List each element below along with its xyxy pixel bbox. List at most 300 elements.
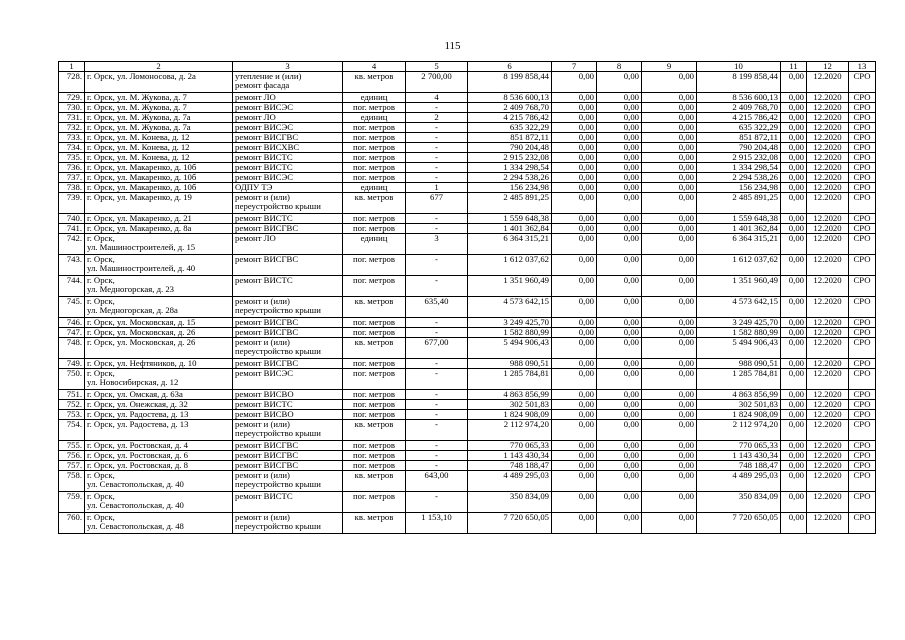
other-funds-cell: 0,00 bbox=[781, 163, 807, 173]
quantity-cell: - bbox=[406, 214, 468, 224]
address-cell-line: г. Орск, ул. Ломоносова, д. 2а bbox=[87, 71, 196, 81]
total-cost-cell: 8 199 858,44 bbox=[468, 72, 552, 93]
unit-cell: пог. метров bbox=[343, 328, 406, 338]
work-type-cell-line: ремонт ВИСГВС bbox=[235, 132, 299, 142]
other-funds-cell: 0,00 bbox=[781, 359, 807, 369]
work-type-cell bbox=[233, 123, 343, 133]
local-budget-cell: 0,00 bbox=[642, 93, 697, 103]
local-budget-cell: 0,00 bbox=[642, 234, 697, 255]
budget-cell: 0,00 bbox=[597, 410, 642, 420]
fund-cell: 0,00 bbox=[552, 255, 597, 276]
local-budget-cell: 0,00 bbox=[642, 214, 697, 224]
method-cell: СРО bbox=[849, 328, 876, 338]
address-cell bbox=[85, 328, 233, 338]
other-funds-cell: 0,00 bbox=[781, 318, 807, 328]
col-header: 3 bbox=[233, 62, 343, 72]
total-cost-cell: 8 536 600,13 bbox=[468, 93, 552, 103]
work-type-cell-line: переустройство крыши bbox=[235, 521, 321, 531]
work-type-cell-line: ремонт ВИСВО bbox=[235, 409, 294, 419]
address-cell-line: г. Орск, bbox=[87, 470, 115, 480]
owner-funds-cell: 2 409 768,70 bbox=[697, 103, 781, 113]
address-cell bbox=[85, 513, 233, 534]
method-cell: СРО bbox=[849, 133, 876, 143]
method-cell: СРО bbox=[849, 123, 876, 133]
address-cell-line: ул. Севастопольская, д. 40 bbox=[87, 500, 184, 510]
deadline-cell: 12.2020 bbox=[807, 113, 849, 123]
method-cell: СРО bbox=[849, 451, 876, 461]
budget-cell: 0,00 bbox=[597, 153, 642, 163]
method-cell: СРО bbox=[849, 276, 876, 297]
owner-funds-cell: 635 322,29 bbox=[697, 123, 781, 133]
address-cell-line: г. Орск, ул. Московская, д. 26 bbox=[87, 327, 196, 337]
work-type-cell bbox=[233, 369, 343, 390]
table-row bbox=[59, 390, 876, 400]
local-budget-cell: 0,00 bbox=[642, 193, 697, 214]
local-budget-cell: 0,00 bbox=[642, 359, 697, 369]
address-cell-line: ул. Севастопольская, д. 48 bbox=[87, 521, 184, 531]
local-budget-cell: 0,00 bbox=[642, 113, 697, 123]
address-cell-line: ул. Медногорская, д. 23 bbox=[87, 284, 175, 294]
unit-cell: пог. метров bbox=[343, 410, 406, 420]
work-type-cell-line: ремонт ВИСТС bbox=[235, 399, 293, 409]
row-number: 737. bbox=[59, 173, 85, 183]
fund-cell: 0,00 bbox=[552, 113, 597, 123]
quantity-cell: - bbox=[406, 255, 468, 276]
address-cell bbox=[85, 183, 233, 193]
address-cell bbox=[85, 420, 233, 441]
budget-cell: 0,00 bbox=[597, 123, 642, 133]
local-budget-cell: 0,00 bbox=[642, 255, 697, 276]
table-row bbox=[59, 451, 876, 461]
row-number: 739. bbox=[59, 193, 85, 214]
owner-funds-cell: 1 612 037,62 bbox=[697, 255, 781, 276]
address-cell-line: г. Орск, ул. Ростовская, д. 8 bbox=[87, 460, 188, 470]
budget-cell: 0,00 bbox=[597, 492, 642, 513]
unit-cell: единиц bbox=[343, 234, 406, 255]
table-row bbox=[59, 224, 876, 234]
owner-funds-cell: 4 863 856,99 bbox=[697, 390, 781, 400]
address-cell bbox=[85, 492, 233, 513]
work-type-cell-line: ремонт ЛО bbox=[235, 92, 276, 102]
fund-cell: 0,00 bbox=[552, 390, 597, 400]
address-cell bbox=[85, 451, 233, 461]
method-cell: СРО bbox=[849, 471, 876, 492]
address-cell-line: г. Орск, ул. Ростовская, д. 6 bbox=[87, 450, 188, 460]
address-cell bbox=[85, 318, 233, 328]
fund-cell: 0,00 bbox=[552, 318, 597, 328]
address-cell-line: г. Орск, ул. М. Жукова, д. 7 bbox=[87, 102, 187, 112]
budget-cell: 0,00 bbox=[597, 173, 642, 183]
register-table bbox=[58, 61, 876, 534]
row-number: 755. bbox=[59, 441, 85, 451]
total-cost-cell: 2 485 891,25 bbox=[468, 193, 552, 214]
deadline-cell: 12.2020 bbox=[807, 400, 849, 410]
work-type-cell-line: ремонт ВИСТС bbox=[235, 152, 293, 162]
address-cell bbox=[85, 123, 233, 133]
method-cell: СРО bbox=[849, 461, 876, 471]
work-type-cell bbox=[233, 420, 343, 441]
budget-cell: 0,00 bbox=[597, 328, 642, 338]
row-number: 757. bbox=[59, 461, 85, 471]
table-row bbox=[59, 173, 876, 183]
address-cell-line: г. Орск, bbox=[87, 512, 115, 522]
total-cost-cell: 4 573 642,15 bbox=[468, 297, 552, 318]
total-cost-cell: 350 834,09 bbox=[468, 492, 552, 513]
work-type-cell bbox=[233, 103, 343, 113]
local-budget-cell: 0,00 bbox=[642, 318, 697, 328]
table-row bbox=[59, 123, 876, 133]
row-number: 754. bbox=[59, 420, 85, 441]
table-row bbox=[59, 276, 876, 297]
work-type-cell-line: ремонт ЛО bbox=[235, 233, 276, 243]
address-cell-line: г. Орск, ул. М. Жукова, д. 7а bbox=[87, 122, 191, 132]
fund-cell: 0,00 bbox=[552, 173, 597, 183]
address-cell-line: ул. Машиностроителей, д. 40 bbox=[87, 263, 196, 273]
fund-cell: 0,00 bbox=[552, 183, 597, 193]
address-cell-line: г. Орск, bbox=[87, 296, 115, 306]
row-number: 759. bbox=[59, 492, 85, 513]
deadline-cell: 12.2020 bbox=[807, 72, 849, 93]
deadline-cell: 12.2020 bbox=[807, 318, 849, 328]
other-funds-cell: 0,00 bbox=[781, 113, 807, 123]
deadline-cell: 12.2020 bbox=[807, 93, 849, 103]
table-row bbox=[59, 420, 876, 441]
address-cell bbox=[85, 441, 233, 451]
fund-cell: 0,00 bbox=[552, 410, 597, 420]
budget-cell: 0,00 bbox=[597, 318, 642, 328]
total-cost-cell: 748 188,47 bbox=[468, 461, 552, 471]
total-cost-cell: 770 065,33 bbox=[468, 441, 552, 451]
col-header: 6 bbox=[468, 62, 552, 72]
budget-cell: 0,00 bbox=[597, 133, 642, 143]
method-cell: СРО bbox=[849, 224, 876, 234]
budget-cell: 0,00 bbox=[597, 72, 642, 93]
row-number: 734. bbox=[59, 143, 85, 153]
owner-funds-cell: 156 234,98 bbox=[697, 183, 781, 193]
work-type-cell bbox=[233, 133, 343, 143]
unit-cell: пог. метров bbox=[343, 133, 406, 143]
owner-funds-cell: 5 494 906,43 bbox=[697, 338, 781, 359]
other-funds-cell: 0,00 bbox=[781, 328, 807, 338]
local-budget-cell: 0,00 bbox=[642, 410, 697, 420]
fund-cell: 0,00 bbox=[552, 72, 597, 93]
method-cell: СРО bbox=[849, 359, 876, 369]
fund-cell: 0,00 bbox=[552, 153, 597, 163]
other-funds-cell: 0,00 bbox=[781, 471, 807, 492]
unit-cell: кв. метров bbox=[343, 471, 406, 492]
fund-cell: 0,00 bbox=[552, 400, 597, 410]
owner-funds-cell: 790 204,48 bbox=[697, 143, 781, 153]
work-type-cell bbox=[233, 359, 343, 369]
deadline-cell: 12.2020 bbox=[807, 328, 849, 338]
address-cell bbox=[85, 113, 233, 123]
method-cell: СРО bbox=[849, 297, 876, 318]
work-type-cell-line: ремонт ВИСГВС bbox=[235, 317, 299, 327]
total-cost-cell: 302 501,83 bbox=[468, 400, 552, 410]
budget-cell: 0,00 bbox=[597, 400, 642, 410]
work-type-cell bbox=[233, 318, 343, 328]
local-budget-cell: 0,00 bbox=[642, 173, 697, 183]
address-cell bbox=[85, 103, 233, 113]
quantity-cell: 677,00 bbox=[406, 338, 468, 359]
fund-cell: 0,00 bbox=[552, 420, 597, 441]
address-cell-line: г. Орск, ул. М. Жукова, д. 7 bbox=[87, 92, 187, 102]
work-type-cell-line: переустройство крыши bbox=[235, 428, 321, 438]
method-cell: СРО bbox=[849, 72, 876, 93]
other-funds-cell: 0,00 bbox=[781, 338, 807, 359]
unit-cell: единиц bbox=[343, 183, 406, 193]
unit-cell: пог. метров bbox=[343, 103, 406, 113]
work-type-cell-line: утепление и (или) bbox=[235, 71, 302, 81]
row-number: 751. bbox=[59, 390, 85, 400]
address-cell-line: г. Орск, ул. Омская, д. 63а bbox=[87, 389, 183, 399]
work-type-cell-line: ремонт и (или) bbox=[235, 296, 290, 306]
address-cell bbox=[85, 255, 233, 276]
work-type-cell bbox=[233, 338, 343, 359]
total-cost-cell: 1 582 880,99 bbox=[468, 328, 552, 338]
address-cell bbox=[85, 224, 233, 234]
address-cell bbox=[85, 72, 233, 93]
row-number: 733. bbox=[59, 133, 85, 143]
unit-cell: пог. метров bbox=[343, 123, 406, 133]
address-cell-line: г. Орск, ул. Московская, д. 26 bbox=[87, 337, 196, 347]
address-cell-line: г. Орск, ул. Радостева, д. 13 bbox=[87, 419, 189, 429]
owner-funds-cell: 4 489 295,03 bbox=[697, 471, 781, 492]
budget-cell: 0,00 bbox=[597, 276, 642, 297]
owner-funds-cell: 4 573 642,15 bbox=[697, 297, 781, 318]
fund-cell: 0,00 bbox=[552, 359, 597, 369]
address-cell-line: г. Орск, ул. Макаренко, д. 8а bbox=[87, 223, 192, 233]
page-number: 115 bbox=[444, 40, 461, 52]
fund-cell: 0,00 bbox=[552, 123, 597, 133]
fund-cell: 0,00 bbox=[552, 328, 597, 338]
total-cost-cell: 4 215 786,42 bbox=[468, 113, 552, 123]
work-type-cell-line: ремонт и (или) bbox=[235, 470, 290, 480]
col-header: 5 bbox=[406, 62, 468, 72]
row-number: 748. bbox=[59, 338, 85, 359]
work-type-cell bbox=[233, 183, 343, 193]
col-header: 4 bbox=[343, 62, 406, 72]
deadline-cell: 12.2020 bbox=[807, 214, 849, 224]
other-funds-cell: 0,00 bbox=[781, 513, 807, 534]
work-type-cell bbox=[233, 471, 343, 492]
owner-funds-cell: 2 112 974,20 bbox=[697, 420, 781, 441]
local-budget-cell: 0,00 bbox=[642, 153, 697, 163]
budget-cell: 0,00 bbox=[597, 214, 642, 224]
budget-cell: 0,00 bbox=[597, 103, 642, 113]
total-cost-cell: 1 351 960,49 bbox=[468, 276, 552, 297]
quantity-cell: - bbox=[406, 133, 468, 143]
budget-cell: 0,00 bbox=[597, 461, 642, 471]
address-cell bbox=[85, 153, 233, 163]
method-cell: СРО bbox=[849, 143, 876, 153]
work-type-cell-line: ремонт ЛО bbox=[235, 112, 276, 122]
row-number: 738. bbox=[59, 183, 85, 193]
quantity-cell: 643,00 bbox=[406, 471, 468, 492]
total-cost-cell: 851 872,11 bbox=[468, 133, 552, 143]
deadline-cell: 12.2020 bbox=[807, 143, 849, 153]
method-cell: СРО bbox=[849, 153, 876, 163]
total-cost-cell: 635 322,29 bbox=[468, 123, 552, 133]
work-type-cell bbox=[233, 492, 343, 513]
work-type-cell bbox=[233, 390, 343, 400]
local-budget-cell: 0,00 bbox=[642, 390, 697, 400]
local-budget-cell: 0,00 bbox=[642, 492, 697, 513]
quantity-cell: - bbox=[406, 390, 468, 400]
row-number: 760. bbox=[59, 513, 85, 534]
total-cost-cell: 1 559 648,38 bbox=[468, 214, 552, 224]
other-funds-cell: 0,00 bbox=[781, 234, 807, 255]
local-budget-cell: 0,00 bbox=[642, 72, 697, 93]
owner-funds-cell: 1 582 880,99 bbox=[697, 328, 781, 338]
budget-cell: 0,00 bbox=[597, 451, 642, 461]
owner-funds-cell: 2 485 891,25 bbox=[697, 193, 781, 214]
col-header: 1 bbox=[59, 62, 85, 72]
fund-cell: 0,00 bbox=[552, 93, 597, 103]
work-type-cell-line: ремонт ВИСЭС bbox=[235, 368, 294, 378]
table-row bbox=[59, 297, 876, 318]
other-funds-cell: 0,00 bbox=[781, 173, 807, 183]
deadline-cell: 12.2020 bbox=[807, 461, 849, 471]
deadline-cell: 12.2020 bbox=[807, 173, 849, 183]
table-row bbox=[59, 410, 876, 420]
fund-cell: 0,00 bbox=[552, 471, 597, 492]
deadline-cell: 12.2020 bbox=[807, 123, 849, 133]
local-budget-cell: 0,00 bbox=[642, 338, 697, 359]
col-header: 12 bbox=[807, 62, 849, 72]
other-funds-cell: 0,00 bbox=[781, 183, 807, 193]
other-funds-cell: 0,00 bbox=[781, 297, 807, 318]
address-cell-line: г. Орск, ул. М. Конева, д. 12 bbox=[87, 152, 190, 162]
deadline-cell: 12.2020 bbox=[807, 420, 849, 441]
address-cell-line: г. Орск, ул. Московская, д. 15 bbox=[87, 317, 196, 327]
work-type-cell-line: ремонт ВИСЭС bbox=[235, 102, 294, 112]
address-cell bbox=[85, 143, 233, 153]
deadline-cell: 12.2020 bbox=[807, 297, 849, 318]
unit-cell: пог. метров bbox=[343, 369, 406, 390]
work-type-cell-line: ремонт ВИСГВС bbox=[235, 254, 299, 264]
quantity-cell: - bbox=[406, 328, 468, 338]
budget-cell: 0,00 bbox=[597, 359, 642, 369]
row-number: 731. bbox=[59, 113, 85, 123]
deadline-cell: 12.2020 bbox=[807, 163, 849, 173]
method-cell: СРО bbox=[849, 318, 876, 328]
local-budget-cell: 0,00 bbox=[642, 103, 697, 113]
row-number: 744. bbox=[59, 276, 85, 297]
table-row bbox=[59, 113, 876, 123]
total-cost-cell: 2 294 538,26 bbox=[468, 173, 552, 183]
other-funds-cell: 0,00 bbox=[781, 123, 807, 133]
table-row bbox=[59, 461, 876, 471]
budget-cell: 0,00 bbox=[597, 183, 642, 193]
table-row bbox=[59, 193, 876, 214]
quantity-cell: - bbox=[406, 153, 468, 163]
address-cell bbox=[85, 297, 233, 318]
table-row bbox=[59, 234, 876, 255]
budget-cell: 0,00 bbox=[597, 471, 642, 492]
fund-cell: 0,00 bbox=[552, 163, 597, 173]
other-funds-cell: 0,00 bbox=[781, 420, 807, 441]
total-cost-cell: 1 334 298,54 bbox=[468, 163, 552, 173]
work-type-cell-line: ремонт ВИСЭС bbox=[235, 122, 294, 132]
deadline-cell: 12.2020 bbox=[807, 513, 849, 534]
method-cell: СРО bbox=[849, 410, 876, 420]
budget-cell: 0,00 bbox=[597, 369, 642, 390]
owner-funds-cell: 1 143 430,34 bbox=[697, 451, 781, 461]
owner-funds-cell: 7 720 650,05 bbox=[697, 513, 781, 534]
work-type-cell bbox=[233, 234, 343, 255]
unit-cell: пог. метров bbox=[343, 451, 406, 461]
deadline-cell: 12.2020 bbox=[807, 390, 849, 400]
unit-cell: пог. метров bbox=[343, 163, 406, 173]
quantity-cell: - bbox=[406, 103, 468, 113]
address-cell-line: г. Орск, ул. Онежская, д. 32 bbox=[87, 399, 188, 409]
local-budget-cell: 0,00 bbox=[642, 461, 697, 471]
work-type-cell bbox=[233, 276, 343, 297]
fund-cell: 0,00 bbox=[552, 193, 597, 214]
unit-cell: кв. метров bbox=[343, 193, 406, 214]
row-number: 746. bbox=[59, 318, 85, 328]
owner-funds-cell: 4 215 786,42 bbox=[697, 113, 781, 123]
col-header: 2 bbox=[85, 62, 233, 72]
row-number: 758. bbox=[59, 471, 85, 492]
address-cell-line: г. Орск, bbox=[87, 233, 115, 243]
address-cell bbox=[85, 276, 233, 297]
work-type-cell-line: ремонт ВИСТС bbox=[235, 275, 293, 285]
method-cell: СРО bbox=[849, 492, 876, 513]
other-funds-cell: 0,00 bbox=[781, 153, 807, 163]
budget-cell: 0,00 bbox=[597, 420, 642, 441]
work-type-cell-line: ремонт ВИСТС bbox=[235, 491, 293, 501]
work-type-cell-line: ремонт фасада bbox=[235, 80, 290, 90]
col-header: 11 bbox=[781, 62, 807, 72]
work-type-cell bbox=[233, 214, 343, 224]
work-type-cell-line: ремонт ВИСВО bbox=[235, 389, 294, 399]
owner-funds-cell: 1 824 908,09 bbox=[697, 410, 781, 420]
table-header bbox=[59, 62, 876, 72]
col-header: 10 bbox=[697, 62, 781, 72]
row-number: 745. bbox=[59, 297, 85, 318]
unit-cell: кв. метров bbox=[343, 297, 406, 318]
unit-cell: кв. метров bbox=[343, 338, 406, 359]
total-cost-cell: 6 364 315,21 bbox=[468, 234, 552, 255]
quantity-cell: - bbox=[406, 276, 468, 297]
col-header: 13 bbox=[849, 62, 876, 72]
budget-cell: 0,00 bbox=[597, 143, 642, 153]
deadline-cell: 12.2020 bbox=[807, 369, 849, 390]
owner-funds-cell: 1 351 960,49 bbox=[697, 276, 781, 297]
work-type-cell-line: ремонт ВИСГВС bbox=[235, 460, 299, 470]
work-type-cell bbox=[233, 461, 343, 471]
fund-cell: 0,00 bbox=[552, 492, 597, 513]
work-type-cell-line: ремонт ВИСГВС bbox=[235, 223, 299, 233]
quantity-cell: 2 700,00 bbox=[406, 72, 468, 93]
deadline-cell: 12.2020 bbox=[807, 410, 849, 420]
fund-cell: 0,00 bbox=[552, 461, 597, 471]
fund-cell: 0,00 bbox=[552, 297, 597, 318]
budget-cell: 0,00 bbox=[597, 113, 642, 123]
address-cell bbox=[85, 471, 233, 492]
quantity-cell: - bbox=[406, 173, 468, 183]
row-number: 756. bbox=[59, 451, 85, 461]
work-type-cell-line: ремонт ВИСГВС bbox=[235, 440, 299, 450]
address-cell-line: ул. Севастопольская, д. 40 bbox=[87, 479, 184, 489]
table-row bbox=[59, 93, 876, 103]
deadline-cell: 12.2020 bbox=[807, 133, 849, 143]
work-type-cell-line: ремонт ВИСТС bbox=[235, 213, 293, 223]
row-number: 752. bbox=[59, 400, 85, 410]
budget-cell: 0,00 bbox=[597, 163, 642, 173]
